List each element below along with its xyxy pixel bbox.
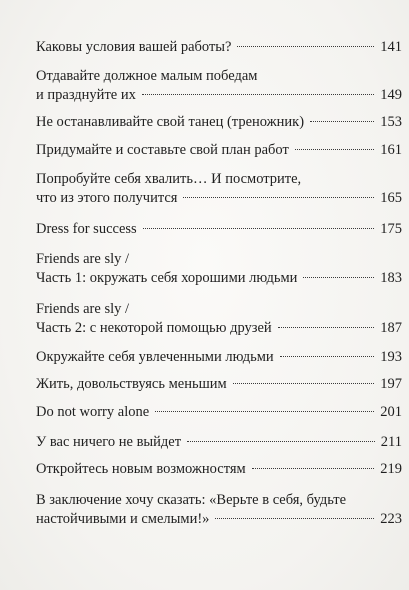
toc-page-number: 193	[380, 349, 402, 365]
toc-entry	[36, 375, 402, 394]
toc-page-number: 165	[380, 190, 402, 206]
toc-entry-title: Придумайте и составьте свой план работ	[36, 142, 289, 158]
toc-page-number: 183	[380, 270, 402, 286]
toc-page-number: 153	[380, 114, 402, 130]
toc-entry-line: Friends are sly /	[36, 301, 130, 317]
toc-entry-line: В заключение хочу сказать: «Верьте в себя, будьте	[36, 492, 347, 508]
toc-page-number: 141	[380, 39, 402, 55]
toc-entry-last-line	[36, 220, 402, 239]
toc-entry-line: Friends are sly /	[36, 251, 130, 267]
toc-entry	[36, 300, 402, 338]
toc-page-number: 201	[380, 404, 402, 420]
toc-entry	[36, 38, 402, 57]
toc-entry-title: Откройтесь новым возможностям	[36, 461, 246, 477]
toc-entry-last-line	[36, 348, 402, 367]
dot-leader	[142, 94, 374, 95]
toc-page-number: 187	[380, 320, 402, 336]
toc-entry-last-line	[36, 86, 402, 105]
toc-page-number: 219	[380, 461, 402, 477]
dot-leader	[252, 468, 375, 469]
toc-page-number: 175	[380, 221, 402, 237]
dot-leader	[143, 228, 375, 229]
toc-entry	[36, 250, 402, 288]
toc-entry-last-line	[36, 113, 402, 132]
toc-entry-last-line	[36, 375, 402, 394]
toc-entry	[36, 67, 402, 105]
dot-leader	[233, 383, 375, 384]
toc-entry-last-line	[36, 189, 402, 208]
dot-leader	[237, 46, 374, 47]
toc-entry-title: Окружайте себя увлеченными людьми	[36, 349, 274, 365]
dot-leader	[215, 518, 374, 519]
toc-entry-last-line	[36, 460, 402, 479]
toc-entry-last-line	[36, 141, 402, 160]
toc-entry	[36, 403, 402, 422]
dot-leader	[187, 441, 375, 442]
dot-leader	[280, 356, 375, 357]
toc-page-number: 161	[380, 142, 402, 158]
table-of-contents	[36, 38, 402, 529]
dot-leader	[303, 277, 374, 278]
toc-page-number: 223	[380, 511, 402, 527]
toc-entry	[36, 460, 402, 479]
toc-entry-last-line	[36, 403, 402, 422]
toc-entry	[36, 491, 402, 529]
toc-entry-title: У вас ничего не выйдет	[36, 434, 182, 450]
toc-entry-last-line	[36, 38, 402, 57]
toc-entry-last-line	[36, 433, 402, 452]
toc-entry	[36, 433, 402, 452]
toc-entry-line: Попробуйте себя хвалить… И посмотрите,	[36, 171, 302, 187]
toc-entry-title: и празднуйте их	[36, 87, 136, 103]
toc-entry	[36, 141, 402, 160]
toc-entry-title: что из этого получится	[36, 190, 178, 206]
toc-entry-title: Каковы условия вашей работы?	[36, 39, 232, 55]
toc-entry-last-line	[36, 319, 402, 338]
toc-entry-title: Do not worry alone	[36, 404, 150, 420]
dot-leader	[310, 121, 374, 122]
toc-entry-last-line	[36, 269, 402, 288]
toc-page-number: 149	[380, 87, 402, 103]
toc-entry-title: Dress for success	[36, 221, 137, 237]
dot-leader	[155, 411, 374, 412]
dot-leader	[278, 327, 375, 328]
toc-page-number: 197	[380, 376, 402, 392]
toc-entry	[36, 348, 402, 367]
toc-entry-line: Отдавайте должное малым победам	[36, 68, 258, 84]
toc-entry	[36, 220, 402, 239]
dot-leader	[295, 149, 374, 150]
toc-entry-title: Жить, довольствуясь меньшим	[36, 376, 227, 392]
toc-entry-last-line	[36, 510, 402, 529]
toc-page-number: 211	[380, 434, 402, 450]
toc-entry	[36, 113, 402, 132]
toc-entry	[36, 170, 402, 208]
toc-entry-title: Часть 2: с некоторой помощью друзей	[36, 320, 272, 336]
toc-entry-title: Не останавливайте свой танец (треножник)	[36, 114, 305, 130]
toc-entry-title: настойчивыми и смелыми!»	[36, 511, 210, 527]
toc-entry-title: Часть 1: окружать себя хорошими людьми	[36, 270, 298, 286]
dot-leader	[183, 197, 374, 198]
